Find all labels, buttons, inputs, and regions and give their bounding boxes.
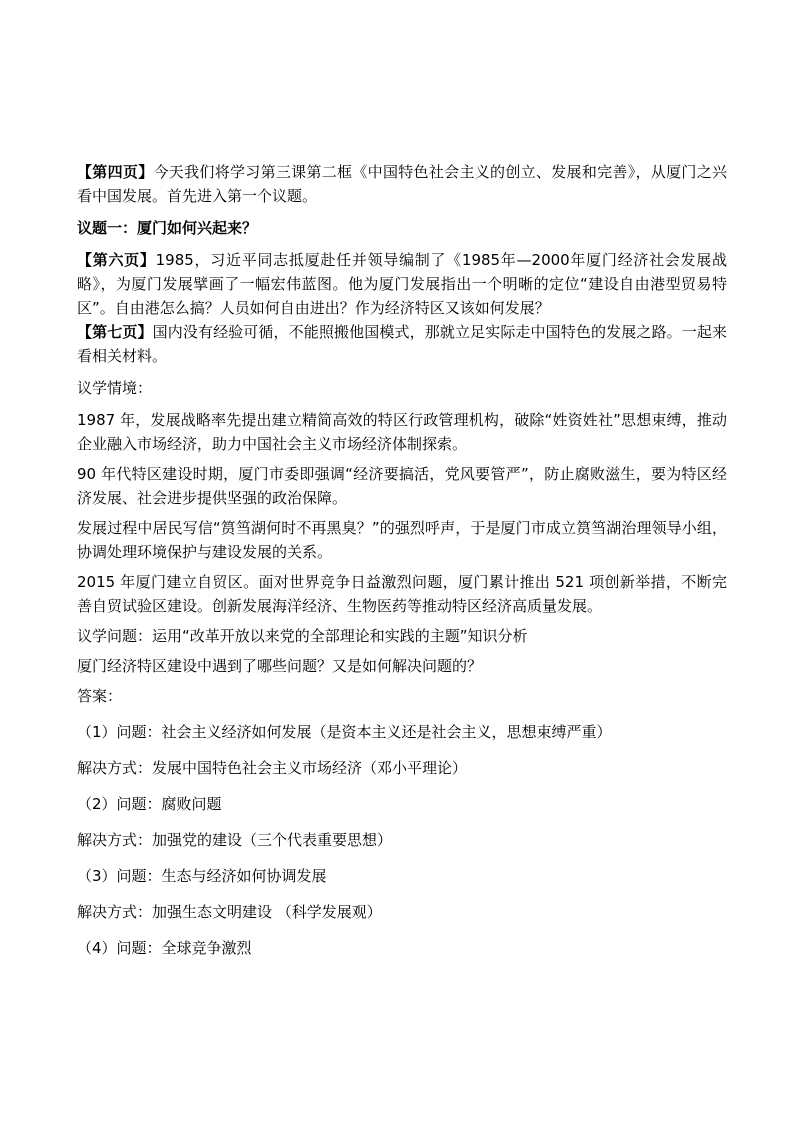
answer-line: 解决方式：发展中国特色社会主义市场经济（邓小平理论） — [77, 759, 468, 777]
page4-text: 今天我们将学习第三课第二框《中国特色社会主义的创立、发展和完善》，从厦门之兴看中国发展。首先进入第一个议题。 — [77, 163, 727, 205]
page6-tag: 【第六页】 — [77, 251, 156, 269]
page6-text: 1985，习近平同志抵厦赴任并领导编制了《1985年—2000年厦门经济社会发展战略》，为厦门发展擘画了一幅宏伟蓝图。他为厦门发展指出一个明晰的定位“建设自由港型贸易特区”。自由港怎么搞？人员如何自由进出？作为经济特区又该如何发展？ — [77, 251, 727, 317]
context-item-2: 90 年代特区建设时期，厦门市委即强调“经济要搞活，党风要管严”，防止腐败滋生，要为特区经济发展、社会进步提供坚强的政治保障。 — [77, 465, 727, 507]
paragraph-page4 — [77, 160, 727, 208]
context-item-4: 2015 年厦门建立自贸区。面对世界竞争日益激烈问题，厦门累计推出 521 项创新举措，不断完善自贸试验区建设。创新发展海洋经济、生物医药等推动特区经济高质量发展。 — [77, 573, 727, 615]
answer-line: （1）问题：社会主义经济如何发展（是资本主义还是社会主义，思想束缚严重） — [77, 723, 612, 741]
document-page — [77, 160, 727, 960]
question-line-1: 议学问题：运用“改革开放以来党的全部理论和实践的主题”知识分析 — [77, 627, 528, 645]
page7-text: 国内没有经验可循，不能照搬他国模式，那就立足实际走中国特色的发展之路。一起来看相关材料。 — [77, 323, 727, 365]
answer-line: 解决方式：加强党的建设（三个代表重要思想） — [77, 831, 393, 849]
question-line-2: 厦门经济特区建设中遇到了哪些问题？又是如何解决问题的？ — [77, 657, 483, 675]
answer-line: （2）问题：腐败问题 — [77, 795, 222, 813]
topic1-heading: 议题一：厦门如何兴起来？ — [77, 219, 258, 237]
context-item-3: 发展过程中居民写信“筼筜湖何时不再黑臭？”的强烈呼声，于是厦门市成立筼筜湖治理领导小组，协调处理环境保护与建设发展的关系。 — [77, 519, 727, 561]
context-label: 议学情境： — [77, 379, 153, 397]
answer-line: 解决方式：加强生态文明建设 （科学发展观） — [77, 903, 382, 921]
context-item-1: 1987 年，发展战略率先提出建立精简高效的特区行政管理机构，破除“姓资姓社”思想束缚，推动企业融入市场经济，助力中国社会主义市场经济体制探索。 — [77, 411, 727, 453]
answer-line: （3）问题：生态与经济如何协调发展 — [77, 867, 327, 885]
paragraph-page6 — [77, 248, 727, 320]
paragraph-page7 — [77, 320, 727, 368]
answer-line: （4）问题：全球竞争激烈 — [77, 939, 252, 957]
answer-label: 答案： — [77, 687, 123, 705]
page7-tag: 【第七页】 — [77, 323, 153, 341]
page4-tag: 【第四页】 — [77, 163, 154, 181]
